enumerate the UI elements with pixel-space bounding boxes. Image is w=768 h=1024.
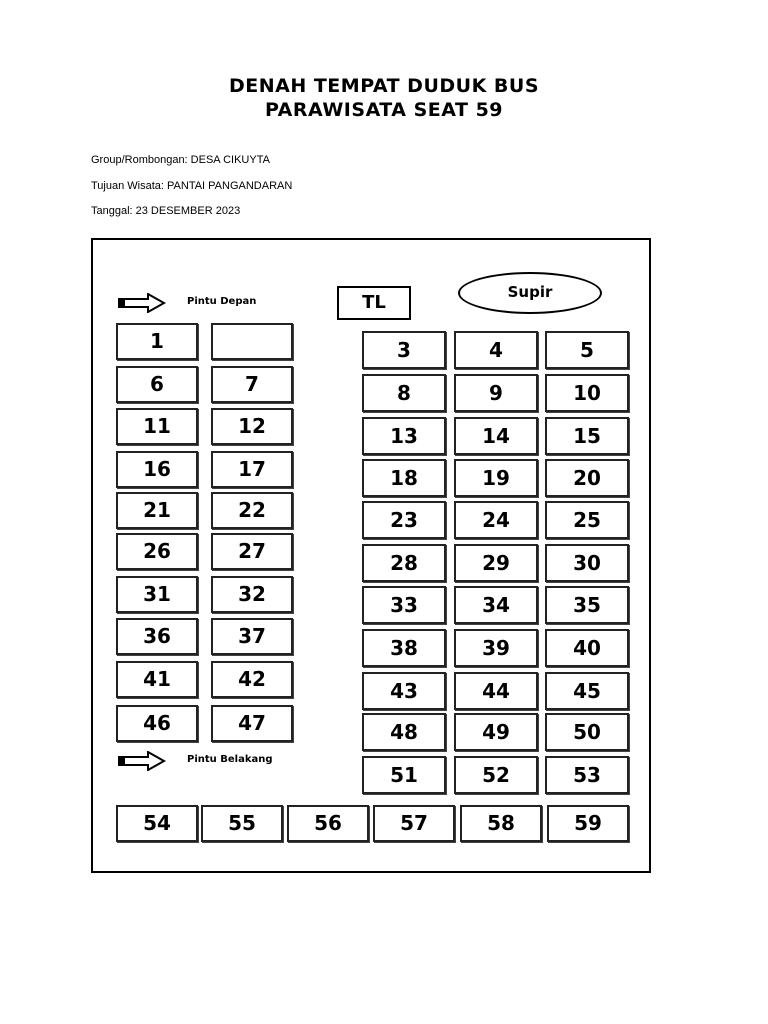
- seat-37: 37: [211, 618, 293, 655]
- seat-55: 55: [201, 805, 283, 842]
- seat-31: 31: [116, 576, 198, 613]
- seat-36: 36: [116, 618, 198, 655]
- seat-12: 12: [211, 408, 293, 445]
- seat-7: 7: [211, 366, 293, 403]
- seat-58: 58: [460, 805, 542, 842]
- seat-41: 41: [116, 661, 198, 698]
- seat-27: 27: [211, 533, 293, 570]
- seat-46: 46: [116, 705, 198, 742]
- seat-18: 18: [362, 459, 446, 497]
- seat-28: 28: [362, 544, 446, 582]
- tour-leader-seat: TL: [337, 286, 411, 320]
- seat-54: 54: [116, 805, 198, 842]
- seat-39: 39: [454, 629, 538, 667]
- seat-42: 42: [211, 661, 293, 698]
- seat-43: 43: [362, 672, 446, 710]
- page-title-line-2: PARAWISATA SEAT 59: [264, 99, 504, 121]
- seat-44: 44: [454, 672, 538, 710]
- seat-4: 4: [454, 331, 538, 369]
- date-info: Tanggal: 23 DESEMBER 2023: [91, 205, 241, 217]
- front-door-label: Pintu Depan: [187, 296, 257, 307]
- seat-47: 47: [211, 705, 293, 742]
- seat-23: 23: [362, 501, 446, 539]
- seat-48: 48: [362, 713, 446, 751]
- seat-empty: [211, 323, 293, 360]
- seat-14: 14: [454, 417, 538, 455]
- group-info: Group/Rombongan: DESA CIKUYTA: [91, 154, 270, 166]
- seat-20: 20: [545, 459, 629, 497]
- seat-22: 22: [211, 492, 293, 529]
- seat-13: 13: [362, 417, 446, 455]
- seat-21: 21: [116, 492, 198, 529]
- seat-26: 26: [116, 533, 198, 570]
- seat-11: 11: [116, 408, 198, 445]
- driver-seat: Supir: [458, 272, 602, 314]
- page-title-line-1: DENAH TEMPAT DUDUK BUS: [228, 75, 540, 97]
- rear-door-label: Pintu Belakang: [187, 754, 273, 765]
- seat-25: 25: [545, 501, 629, 539]
- seat-plan: [91, 238, 651, 873]
- seat-9: 9: [454, 374, 538, 412]
- seat-56: 56: [287, 805, 369, 842]
- seat-24: 24: [454, 501, 538, 539]
- seat-17: 17: [211, 451, 293, 488]
- seat-52: 52: [454, 756, 538, 794]
- seat-15: 15: [545, 417, 629, 455]
- seat-10: 10: [545, 374, 629, 412]
- seat-1: 1: [116, 323, 198, 360]
- seat-29: 29: [454, 544, 538, 582]
- front-door-arrow-icon: [118, 293, 166, 313]
- seat-34: 34: [454, 586, 538, 624]
- seat-49: 49: [454, 713, 538, 751]
- seat-45: 45: [545, 672, 629, 710]
- seat-38: 38: [362, 629, 446, 667]
- seat-5: 5: [545, 331, 629, 369]
- seat-8: 8: [362, 374, 446, 412]
- seat-6: 6: [116, 366, 198, 403]
- seat-30: 30: [545, 544, 629, 582]
- seat-40: 40: [545, 629, 629, 667]
- seat-32: 32: [211, 576, 293, 613]
- seat-57: 57: [373, 805, 455, 842]
- seat-50: 50: [545, 713, 629, 751]
- seat-35: 35: [545, 586, 629, 624]
- seat-3: 3: [362, 331, 446, 369]
- seat-53: 53: [545, 756, 629, 794]
- rear-door-arrow-icon: [118, 751, 166, 771]
- destination-info: Tujuan Wisata: PANTAI PANGANDARAN: [91, 180, 293, 192]
- seat-33: 33: [362, 586, 446, 624]
- seat-19: 19: [454, 459, 538, 497]
- seat-16: 16: [116, 451, 198, 488]
- seat-59: 59: [547, 805, 629, 842]
- seat-51: 51: [362, 756, 446, 794]
